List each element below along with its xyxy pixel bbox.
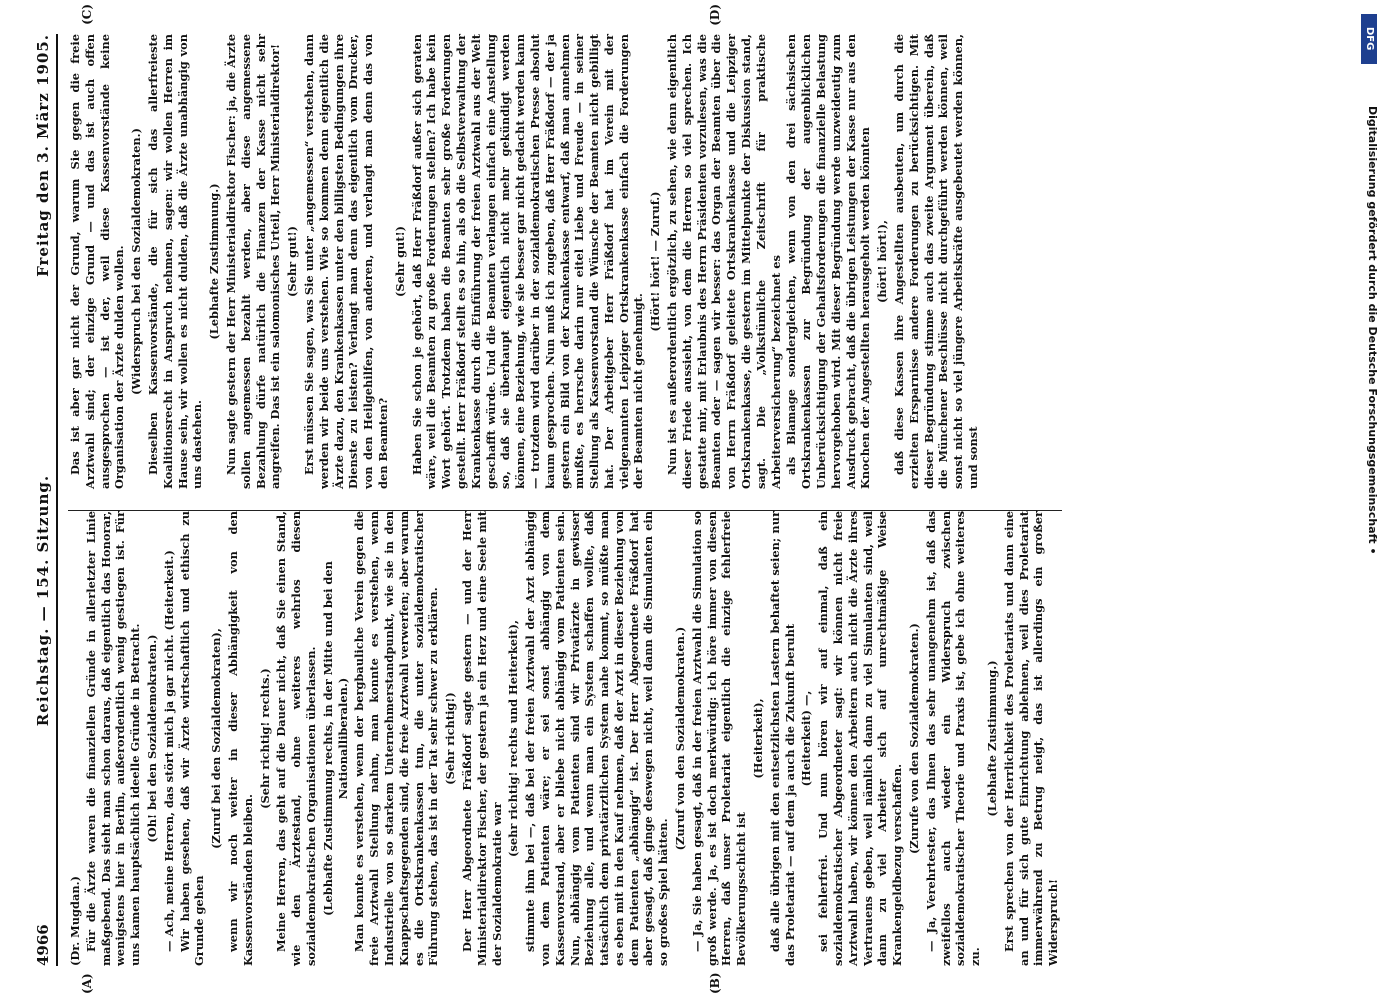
paragraph: Man konnte es verstehen, wenn der bergbauliche Verein gegen die freie Arztwahl Stellung nahm, man konnte es verstehen, wenn Industrielle von so starkem Unternehmerstandpunkt, wie sie in den Knappschaftsgegenden sind, die freie Arztwahl verwerfen; aber warum es die Ortskrankenkassen tun, die unter sozialdemokratischer Führung stehen, das ist in der Tat sehr schwer zu erklären. — [352, 511, 441, 966]
paragraph: Das ist aber gar nicht der Grund, warum Sie gegen die freie Arztwahl sind; der einzige Grund — und das ist auch offen ausgesprochen — ist der, weil diese Kassenvorstände keine Organisation der Ärzte dulden wollen. — [68, 34, 127, 489]
interjection: (Zuruf bei den Sozialdemokraten), — [209, 628, 224, 849]
page-header — [34, 34, 58, 966]
interjection: (Sehr gut!) — [285, 226, 300, 298]
paragraph: Nun sagte gestern der Herr Ministerialdirektor Fischer: ja, die Ärzte sollen angemessen bezahlt werden, aber diese angemessene Bezahlung dürfe natürlich die Finanzen der Kasse nicht sehr angreifen. Das ist ein salomonisches Urteil, Herr Ministerialdirektor! — [223, 34, 283, 489]
paragraph: — Ach, meine Herren, das stört mich ja gar nicht. (Heiterkeit.) — [161, 550, 176, 952]
marker-a: (A) — [80, 973, 94, 994]
header-title-right: Freitag den 3. März 1905. — [34, 34, 52, 277]
interjection: (Heiterkeit), — [751, 698, 766, 779]
interjection: (Zuruf von den Sozialdemokraten.) — [673, 626, 688, 851]
paragraph: daß alle übrigen mit den entsetzlichsten Lastern behaftet seien; nur das Proletariat — auf dem ja auch die Zukunft beruht — [767, 511, 797, 966]
column-divider — [68, 510, 1062, 511]
paragraph: Meine Herren, das geht auf die Dauer nicht, daß Sie einen Stand, wie den Ärztestand, ohne weiteres wehrlos diesen sozialdemokratischen Organisationen überlassen. — [274, 511, 318, 966]
interjection: (Heiterkeit) —, — [799, 690, 814, 787]
paragraph: Der Herr Abgeordnete Fräßdorf sagte gestern — und der Herr Ministerialdirektor Fischer, der gestern ja ein Herz und eine Seele mit der Sozialdemokratie war — [459, 511, 504, 966]
paragraph: daß diese Kassen ihre Angestellten ausbeuten, um durch die erzielten Ersparnisse andere Forderungen zu berücksichtigen. Mit dieser Begründung stimme auch das zweite Argument überein, daß die Münchener Beschlüsse nicht durchgeführt werden können, weil sonst nicht so viel jüngere Arbeitskräfte ausgebeutet werden können, und sonst — [892, 34, 981, 489]
left-column — [68, 511, 1062, 966]
header-title-left: Reichstag. — 154. Sitzung. — [34, 474, 52, 727]
interjection: (Widerspruch bei den Sozialdemokraten.) — [129, 128, 144, 395]
interjection: (hört! hört!), — [875, 220, 890, 303]
marker-b: (B) — [708, 972, 722, 994]
paragraph: wenn wir noch weiter in dieser Abhängigkeit von den Kassenvorständen bleiben. — [225, 511, 255, 966]
interjection: (sehr richtig! rechts und Heiterkeit), — [506, 620, 521, 857]
paragraph: Erst sprechen von der Herrlichkeit des Proletariats und dann eine an und für sich gute Einrichtung ablehnen, weil dies Proletariat immerwährend zu Betrug neigt, das ist allerdings ein großer Widerspruch! — [1001, 511, 1061, 966]
paragraph: sei fehlerfrei. Und nun hören wir auf einmal, daß ein sozialdemokratischer Abgeordneter sagt: wir können nicht freie Arztwahl haben, wir können den Arbeitern auch nicht die Ärzte ihres Vertrauens geben, weil nämlich dann zu viel Simulanten sind, weil dann zu viel Arbeiter sich auf unrechtmäßige Weise Krankengeldbezug verschaffen. — [816, 511, 905, 966]
paragraph: Für die Ärzte waren die finanziellen Gründe in allerletzter Linie maßgebend. Das sieht man schon daraus, daß eigentlich das Honorar, wenigstens hier in Berlin, außerordentlich wenig gestiegen ist. Für uns kamen hauptsächlich ideelle Gründe in Betracht. — [83, 511, 143, 966]
marker-d: (D) — [708, 4, 722, 26]
text-columns — [68, 4, 1062, 994]
interjection: (Sehr gut!) — [392, 226, 407, 298]
marker-c: (C) — [80, 4, 94, 25]
paragraph: Wir haben gesehen, daß wir Ärzte wirtschaftlich und ethisch zu Grunde gehen — [177, 511, 207, 966]
interjection: (Zurufe von den Sozialdemokraten.) — [907, 623, 922, 854]
paragraph: als Blamage sondergleichen, wenn von den drei sächsischen Ortskrankenkassen zur Begründung der augenblicklichen Unberücksichtigung der Gehaltsforderungen die finanzielle Belastung hervorgehoben wird. Mit dieser Begründung werde unzweideutig zum Ausdruck gebracht, daß die übrigen Leistungen der Kasse nur aus den Knochen der Angestellten herausgeholt werden könnten — [784, 34, 873, 489]
digitization-note — [1359, 6, 1379, 786]
interjection: (Lebhafte Zustimmung rechts, in der Mitte und bei den Nationalliberalen.) — [320, 561, 350, 916]
interjection: (Oh! bei den Sozialdemokraten.) — [144, 634, 159, 843]
paragraph: Dieselben Kassenvorstände, die für sich das allerfreieste Koalitionsrecht in Anspruch nehmen, sagen: wir wollen Herren im Hause sein, wir wollen es nicht dulden, daß die Ärzte unabhängig von uns dastehen. — [145, 34, 205, 489]
right-column — [68, 34, 1062, 489]
interjection: (Lebhafte Zustimmung.) — [207, 183, 222, 340]
paragraph: — Ja, Verehrtester, das Ihnen das sehr unangenehm ist, daß das zweifellos auch wieder ein Widerspruch zwischen sozialdemokratischer Theorie und Praxis ist, gebe ich ohne weiteres zu. — [923, 511, 983, 966]
paragraph: stimmte ihm bei —, daß bei der freien Arztwahl der Arzt abhängig von dem Patienten wäre; er sei sonst abhängig von dem Kassenvorstand, aber er bliebe nicht abhängig vom Patienten sein. Nun, abhängig vom Patienten sind wir Privatärzte in gewisser Beziehung alle, und wenn man ein System schaffen wollte, daß tatsächlich dem privatärztlichen System nahe kommt, so müßte man es eben mit in den Kauf nehmen, daß der Arzt in dieser Beziehung von dem Patienten „abhängig“ ist. Der Herr Abgeordnete Fräßdorf hat aber gesagt, daß ginge deswegen nicht, weil dann die Simulanten ein so großes Spiel hätten. — [523, 511, 671, 966]
newspaper-page — [20, 0, 1350, 1000]
speaker-label: (Dr. Mugdan.) — [68, 876, 82, 966]
paragraph: Erst müssen Sie sagen, was Sie unter „angemessen“ verstehen, dann werden wir beide uns verstehen. Wie so kommen denn eigentlich die Ärzte dazu, den Krankenkassen unter den billigsten Bedingungen ihre Dienste zu leisten? Verlangt man denn das eigentlich vom Drucker, von den Heilgehilfen, von anderen, und verlangt man denn das von den Beamten? — [301, 34, 390, 489]
paragraph: — Ja, Sie haben gesagt, daß in der freien Arztwahl die Simulation so groß werde. Ja, es ist doch merkwürdig: ich höre immer von diesen Herren, daß unser Proletariat eigentlich die einzige fehlerfreie Bevölkerungsschicht ist — [689, 511, 749, 966]
page-number: 4966 — [34, 924, 52, 966]
interjection: (Hört! hört! — Zuruf.) — [648, 191, 663, 332]
interjection: (Sehr richtig! rechts.) — [257, 668, 272, 809]
interjection: (Lebhafte Zustimmung.) — [985, 660, 1000, 817]
interjection: (Sehr richtig!) — [443, 692, 458, 785]
paragraph: Nun ist es außerordentlich ergötzlich, zu sehen, wie denn eigentlich dieser Friede aussieht, von dem die Herren so viel sprechen. Ich gestatte mir, mit Erlaubnis des Herrn Präsidenten vorzulesen, was die Beamten oder — sagen wir besser: das Organ der Beamten über die von Herrn Fräßdorf geleitete Ortskrankenkasse und die Leipziger Ortskrankenkasse, die gestern im Mittelpunkte der Diskussion stand, sagt. Die „Volkstümliche Zeitschrift für praktische Arbeiterversicherung“ bezeichnet es — [665, 34, 783, 489]
dfg-logo: DFG — [1361, 14, 1377, 64]
digitization-text: Digitalisierung gefördert durch die Deutsche Forschungsgemeinschaft • — [1366, 106, 1379, 555]
paragraph: Haben Sie schon je gehört, daß Herr Fräßdorf außer sich geraten wäre, weil die Beamten zu große Forderungen stellen? Ich habe kein Wort gehört. Trotzdem haben die Beamten sehr große Forderungen gestellt. Herr Fräßdorf stellt es so hin, als ob die Selbstverwaltung der Krankenkasse durch die Einführung der freien Arztwahl aus der Welt geschafft würde. Und die Beamten verlangen einfach eine Anstellung so, daß sie überhaupt eigentlich nicht mehr gekündigt werden können, eine Beziehung, wie sie besser gar nicht gedacht werden kann — trotzdem wird darüber in der sozialdemokratischen Presse absolut kaum gesprochen. Nun muß ich zugeben, daß Herr Fräßdorf — der ja gestern ein Bild von der Krankenkasse entwarf, daß man annehmen mußte, es herrsche darin nur eitel Liebe und Freude — in seiner Stellung als Kassenvorstand die Wünsche der Beamten nicht gebilligt hat. Der Arbeitgeber Herr Fräßdorf hat im Verein mit der vielgenannten Leipziger Ortskrankenkasse einfach die Forderungen der Beamten nicht genehmigt. — [409, 34, 646, 489]
